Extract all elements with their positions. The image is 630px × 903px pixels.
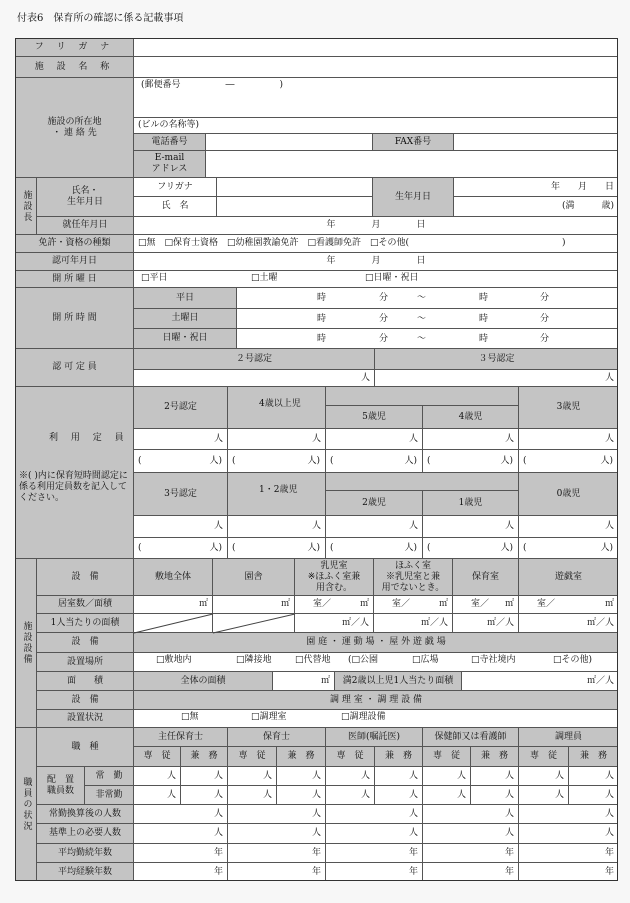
staff-count-input[interactable]: 人 [228,786,277,805]
area-per-child-input[interactable] [295,614,374,633]
hours-row-input[interactable] [237,309,618,329]
paren-close: 人) [209,455,222,466]
paren-close: 人) [209,542,222,553]
dual-role-header: 兼 務 [375,747,423,767]
converted-count-label: 常勤換算後の人数 [37,805,134,824]
director-furigana-input[interactable] [217,178,373,197]
capacity-type3-header: ３号認定 [375,349,618,370]
needed-count-input[interactable]: 人 [423,824,519,844]
playground-header: 設 備 [37,633,134,653]
rooms-area-input[interactable] [374,596,453,614]
sqm-unit: ㎡ [359,599,369,609]
usage-count-input[interactable]: 人 [423,516,519,538]
area-label: 面 積 [37,672,134,691]
equipment-col-header: 保育室 [453,559,519,596]
minute-unit: 分 [540,334,550,344]
sqm-unit: ㎡ [504,599,514,609]
usage-age-header: 2歳児 [326,491,423,516]
tel-label: 電話番号 [134,134,206,151]
staff-count-input[interactable]: 人 [423,786,471,805]
open-day-saturday-checkbox: □土曜 [251,273,278,283]
hours-row-label: 平日 [134,288,237,309]
per-child2-area-label: 満2歳以上児1人当たり面積 [335,672,462,691]
usage-count-input[interactable]: 人 [326,429,423,450]
area-per-child-input[interactable] [519,614,618,633]
usage-count-input[interactable]: 人 [134,516,228,538]
avg-experience-input[interactable]: 年 [326,863,423,881]
usage-span-header [326,387,519,406]
paren-close: 人) [500,455,513,466]
full-time-header: 専 従 [326,747,375,767]
paren-close: 人) [307,455,320,466]
playground-title: 園 庭 ・ 運 動 場 ・ 屋 外 遊 戯 場 [134,633,618,653]
kitchen-status-checkbox: □無 [181,712,199,722]
staff-count-input[interactable]: 人 [134,786,181,805]
needed-count-label: 基準上の必要人数 [37,824,134,844]
dual-role-header: 兼 務 [181,747,228,767]
sqm-per-unit: ㎡／人 [586,617,614,628]
avg-tenure-input[interactable]: 年 [134,844,228,863]
paren-open: ( [330,455,334,466]
capacity-type2-header: ２号認定 [134,349,375,370]
usage-age-header: 4歳児 [423,406,519,429]
location-option-checkbox: □その他) [553,655,593,665]
rooms-area-label: 居室数／面積 [37,596,134,614]
usage-short-input[interactable] [423,450,519,473]
staff-count-input[interactable]: 人 [519,767,569,786]
avg-experience-input[interactable]: 年 [519,863,618,881]
staff-count-input[interactable]: 人 [471,786,519,805]
usage-count-input[interactable]: 人 [423,429,519,450]
usage-type-header: 2号認定 [134,387,228,429]
total-area-label: 全体の面積 [134,672,273,691]
approval-date-label: 認可年月日 [16,253,134,271]
dual-role-header: 兼 務 [277,747,326,767]
total-area-input[interactable]: ㎡ [273,672,335,691]
usage-short-input[interactable] [228,538,326,559]
furigana-input[interactable] [134,39,618,57]
equipment-col-header: 遊戯室 [519,559,618,596]
hour-unit: 時 [479,293,489,303]
hour-unit: 時 [317,314,327,324]
open-days-label: 開 所 曜 日 [16,271,134,288]
location-option-checkbox: □敷地内 [156,655,192,665]
paren-open: ( [523,455,527,466]
rooms-area-input[interactable] [134,596,213,614]
sqm-unit: ㎡ [604,599,614,609]
area-per-child-input[interactable] [213,614,295,633]
converted-count-input[interactable]: 人 [228,805,326,824]
area-per-child-input[interactable] [374,614,453,633]
hour-unit: 時 [317,334,327,344]
usage-age-header: 5歳児 [326,406,423,429]
avg-experience-label: 平均経験年数 [37,863,134,881]
area-per-child-input[interactable] [134,614,213,633]
paren-open: ( [232,455,236,466]
staff-count-input[interactable]: 人 [423,767,471,786]
staff-count-input[interactable]: 人 [181,767,228,786]
range-tilde: ～ [417,314,427,324]
hours-row-input[interactable] [237,329,618,349]
paren-open: ( [523,542,527,553]
staff-count-input[interactable]: 人 [277,767,326,786]
staff-count-input[interactable]: 人 [181,786,228,805]
paren-close: 人) [600,455,613,466]
staff-count-input[interactable]: 人 [569,786,618,805]
range-tilde: ～ [417,293,427,303]
room-unit: 室／ [471,599,490,609]
usage-span-header [326,473,519,491]
usage-short-input[interactable] [519,450,618,473]
paren-close: 人) [500,542,513,553]
dual-role-header: 兼 務 [471,747,519,767]
per-child2-area-input[interactable]: ㎡／人 [462,672,618,691]
paren-close: 人) [404,542,417,553]
staff-type-header: 職 種 [37,728,134,767]
paren-close: 人) [307,542,320,553]
usage-short-input[interactable] [134,450,228,473]
kitchen-status-label: 設置状況 [37,710,134,728]
hours-row-label: 土曜日 [134,309,237,329]
usage-count-input[interactable]: 人 [519,516,618,538]
sqm-unit: ㎡ [280,599,290,609]
kitchen-header: 設 備 [37,691,134,710]
usage-short-input[interactable] [423,538,519,559]
full-time-header: 専 従 [134,747,181,767]
rooms-area-input[interactable] [519,596,618,614]
usage-type-header: 3号認定 [134,473,228,516]
paren-close: 人) [600,542,613,553]
nonregular-label: 非常勤 [85,786,134,805]
facility-name-label: 施 設 名 称 [16,57,134,78]
room-unit: 室／ [392,599,411,609]
paren-open: ( [138,455,142,466]
appointed-input[interactable]: 年 月 日 [134,217,618,235]
dual-role-header: 兼 務 [569,747,618,767]
paren-open: ( [232,542,236,553]
sqm-per-unit: ㎡／人 [486,617,514,628]
birthdate-input[interactable]: 年 月 日 [454,178,618,197]
equipment-col-header: 園舎 [213,559,295,596]
sqm-per-unit: ㎡／人 [420,617,448,628]
staff-count-input[interactable]: 人 [375,767,423,786]
approval-date-input[interactable]: 年 月 日 [134,253,618,271]
hours-row-label: 日曜・祝日 [134,329,237,349]
avg-tenure-label: 平均勤続年数 [37,844,134,863]
sqm-per-unit: ㎡／人 [341,617,369,628]
building-field[interactable]: (ビルの名称等) [134,118,618,134]
form-title: 付表6 保育所の確認に係る記載事項 [17,13,184,24]
full-time-header: 専 従 [519,747,569,767]
staff-count-input[interactable]: 人 [471,767,519,786]
birthdate-label: 生年月日 [373,178,454,217]
paren-close: 人) [404,455,417,466]
needed-count-input[interactable]: 人 [134,824,228,844]
avg-tenure-input[interactable]: 年 [519,844,618,863]
sqm-unit: ㎡ [198,599,208,609]
license-label: 免許・資格の種類 [16,235,134,253]
staff-role-header: 医師(嘱託医) [326,728,423,747]
staff-count-input[interactable]: 人 [569,767,618,786]
capacity-label: 認 可 定 員 [16,349,134,387]
avg-experience-input[interactable]: 年 [228,863,326,881]
capacity-type2-input[interactable]: 人 [134,370,375,387]
avg-tenure-input[interactable]: 年 [326,844,423,863]
staff-count-input[interactable]: 人 [134,767,181,786]
equipment-col-header: ほふく室 ※乳児室と兼 用でないとき。 [374,559,453,596]
usage-count-input[interactable]: 人 [519,429,618,450]
converted-count-input[interactable]: 人 [134,805,228,824]
usage-short-input[interactable] [519,538,618,559]
fax-input[interactable] [454,134,618,151]
hour-unit: 時 [317,293,327,303]
avg-experience-input[interactable]: 年 [423,863,519,881]
usage-age-header: 3歳児 [519,387,618,429]
age-field[interactable]: (満 歳) [454,197,618,217]
staff-count-input[interactable]: 人 [326,767,375,786]
paren-open: ( [330,542,334,553]
room-unit: 室／ [313,599,332,609]
hour-unit: 時 [479,334,489,344]
open-day-sunday-checkbox: □日曜・祝日 [365,273,419,283]
usage-short-input[interactable] [228,450,326,473]
staff-count-input[interactable]: 人 [326,786,375,805]
usage-capacity-label: 利 用 定 員 [49,433,129,443]
usage-count-input[interactable]: 人 [134,429,228,450]
location-option-checkbox: □広場 [412,655,439,665]
usage-age-header: 0歳児 [519,473,618,516]
needed-count-input[interactable]: 人 [519,824,618,844]
kitchen-status-checkbox: □調理室 [251,712,287,722]
minute-unit: 分 [540,314,550,324]
fax-label: FAX番号 [373,134,454,151]
paren-open: ( [427,455,431,466]
capacity-type3-input[interactable]: 人 [375,370,618,387]
sqm-unit: ㎡ [438,599,448,609]
staff-role-header: 調理員 [519,728,618,747]
address-label: 施設の所在地 ・ 連 絡 先 [16,78,134,178]
full-time-header: 専 従 [228,747,277,767]
director-furigana-label: フリガナ [134,178,217,197]
location-option-checkbox: □隣接地 [236,655,272,665]
staff-count-input[interactable]: 人 [519,786,569,805]
full-time-header: 専 従 [423,747,471,767]
equipment-col-header: 敷地全体 [134,559,213,596]
furigana-label: フ リ ガ ナ [16,39,134,57]
staff-role-header: 保育士 [228,728,326,747]
email-input[interactable] [206,151,618,178]
director-name-label: 氏名・ 生年月日 [37,178,134,217]
avg-tenure-input[interactable]: 年 [423,844,519,863]
staff-group-label: 職員の状況 [16,728,37,881]
rooms-area-input[interactable] [453,596,519,614]
director-name-field-label: 氏 名 [134,197,217,217]
staff-count-input[interactable]: 人 [228,767,277,786]
email-label: E-mail アドレス [134,151,206,178]
open-hours-label: 開 所 時 間 [16,288,134,349]
converted-count-input[interactable]: 人 [423,805,519,824]
minute-unit: 分 [379,293,389,303]
rooms-area-input[interactable] [213,596,295,614]
equipment-header: 設 備 [37,559,134,596]
kitchen-status-checkbox: □調理設備 [341,712,386,722]
staff-count-input[interactable]: 人 [277,786,326,805]
usage-count-input[interactable]: 人 [228,516,326,538]
needed-count-input[interactable]: 人 [228,824,326,844]
paren-open: ( [427,542,431,553]
hours-row-input[interactable] [237,288,618,309]
license-options[interactable]: □無 □保育士資格 □幼稚園教諭免許 □看護師免許 □その他( ) [134,235,618,253]
hour-unit: 時 [479,314,489,324]
staff-role-header: 保健師又は看護師 [423,728,519,747]
paren-open: ( [138,542,142,553]
director-group-label: 施設長 [16,178,37,235]
minute-unit: 分 [379,334,389,344]
kitchen-title: 調 理 室 ・ 調 理 設 備 [134,691,618,710]
room-unit: 室／ [537,599,556,609]
open-day-weekday-checkbox: □平日 [141,273,168,283]
usage-age-header: 1歳児 [423,491,519,516]
needed-count-input[interactable]: 人 [326,824,423,844]
minute-unit: 分 [379,314,389,324]
tel-input[interactable] [206,134,373,151]
staff-count-input[interactable]: 人 [375,786,423,805]
staff-role-header: 主任保育士 [134,728,228,747]
usage-count-input[interactable]: 人 [228,429,326,450]
regular-label: 常 勤 [85,767,134,786]
avg-experience-input[interactable]: 年 [134,863,228,881]
usage-short-input[interactable] [326,450,423,473]
minute-unit: 分 [540,293,550,303]
usage-note: ※( )内に保育短時間認定に係る利用定員数を記入してください。 [19,471,128,503]
director-name-input[interactable] [217,197,373,217]
location-label: 設置場所 [37,653,134,672]
location-option-checkbox: (□公園 [348,655,379,665]
form-frame [15,38,618,881]
usage-group-label: 1・2歳児 [259,485,298,495]
area-per-child-label: 1人当たりの面積 [37,614,134,633]
converted-count-input[interactable]: 人 [519,805,618,824]
avg-tenure-input[interactable]: 年 [228,844,326,863]
location-option-checkbox: □寺社境内 [471,655,516,665]
usage-group-label: 4歳以上児 [259,399,301,409]
converted-count-input[interactable]: 人 [326,805,423,824]
deployed-staff-label: 配 置 職員数 [37,767,85,805]
range-tilde: ～ [417,334,427,344]
usage-short-input[interactable] [134,538,228,559]
postal-code-label: (郵便番号 ― ) [141,80,284,90]
appointed-label: 就任年月日 [37,217,134,235]
usage-count-input[interactable]: 人 [326,516,423,538]
facility-name-input[interactable] [134,57,618,78]
area-per-child-input[interactable] [453,614,519,633]
usage-short-input[interactable] [326,538,423,559]
location-option-checkbox: □代替地 [295,655,331,665]
rooms-area-input[interactable] [295,596,374,614]
equipment-col-header: 乳児室 ※ほふく室兼 用含む。 [295,559,374,596]
equipment-group-label: 施設設備 [16,559,37,728]
